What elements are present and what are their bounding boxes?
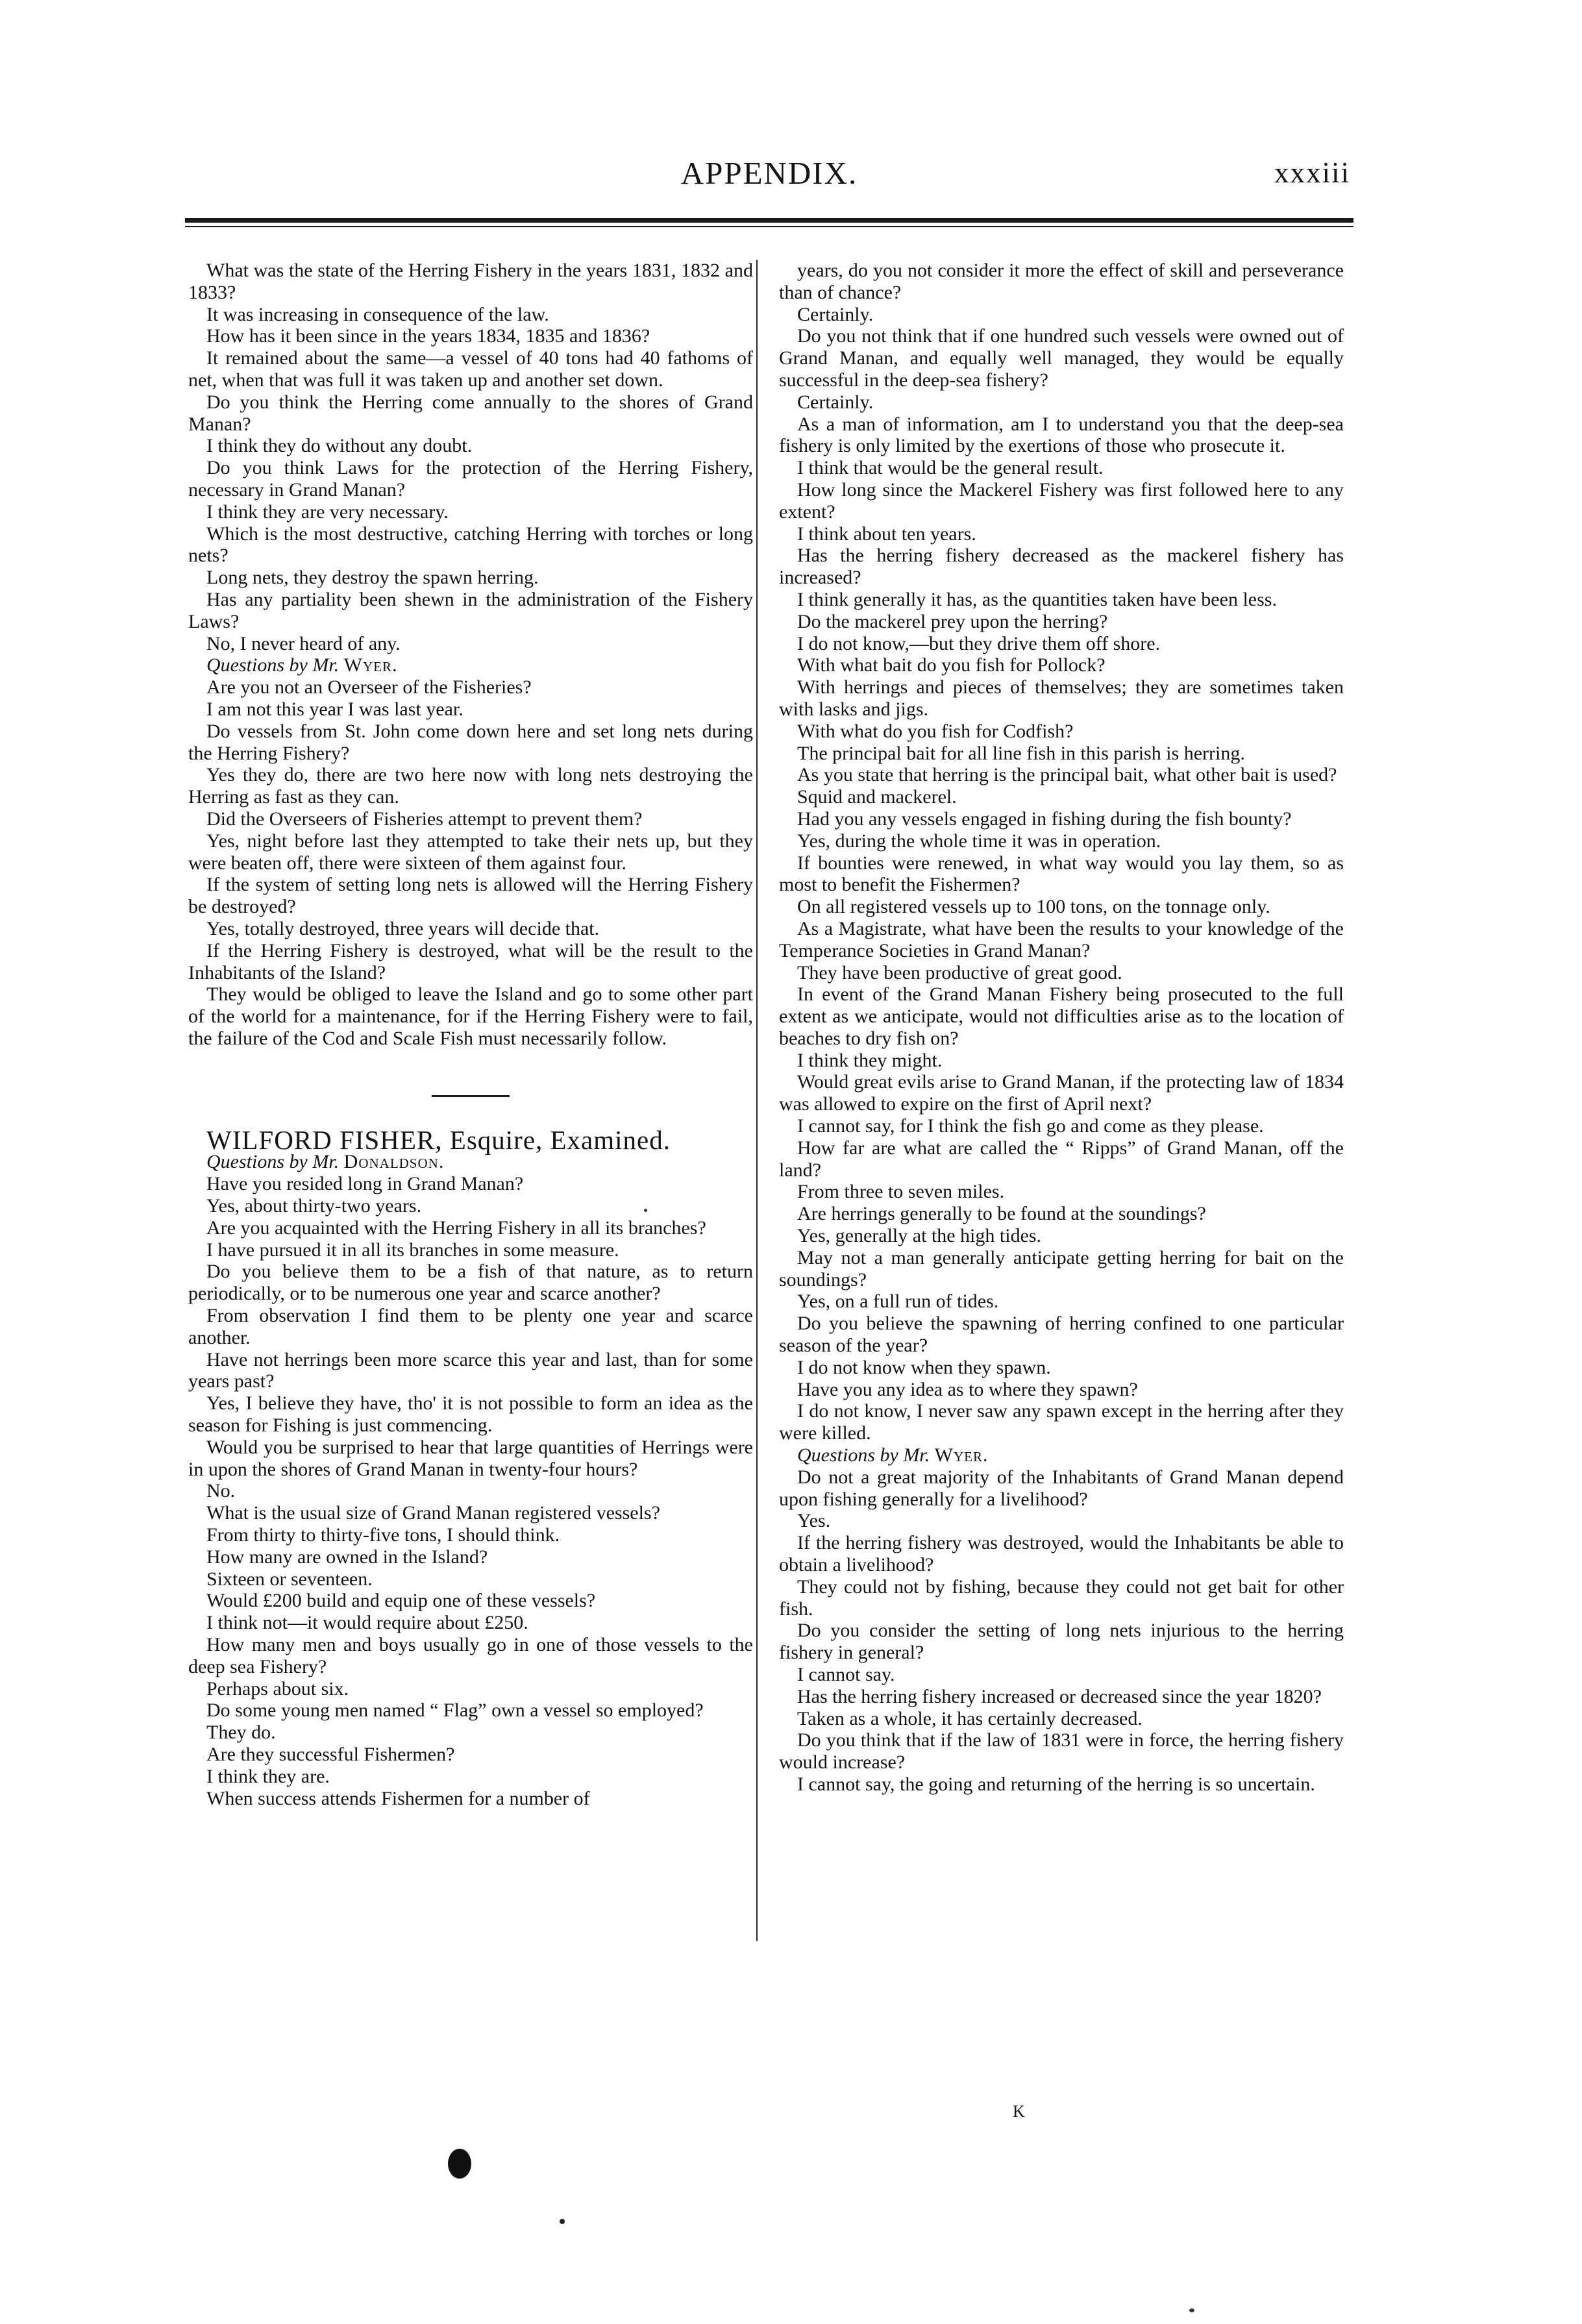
qa-line: Do you consider the setting of long nets injurious to the herring fishery in general? (779, 1620, 1344, 1664)
left-column (188, 260, 753, 1809)
qa-line: As a Magistrate, what have been the results to your knowledge of the Temperance Societies in Grand Manan? (779, 917, 1344, 961)
left-block-1 (188, 260, 753, 654)
qa-line: It remained about the same—a vessel of 40 tons had 40 fathoms of net, when that was full it was taken up and another set down. (188, 347, 753, 391)
qa-line: From thirty to thirty-five tons, I should think. (206, 1524, 560, 1546)
qa-line: Certainly. (797, 303, 874, 325)
qa-line: I think they might. (797, 1049, 943, 1071)
section-separator (432, 1095, 510, 1097)
qa-line: I cannot say. (797, 1664, 895, 1685)
qa-line: What was the state of the Herring Fishery in the years 1831, 1832 and 1833? (188, 260, 753, 303)
qa-line: I cannot say, for I think the fish go and come as they please. (797, 1115, 1264, 1137)
heading-name: Wyer. (934, 1444, 989, 1466)
qa-line: Yes, during the whole time it was in operation. (797, 830, 1161, 852)
qa-line: Have not herrings been more scarce this year and last, than for some years past? (188, 1348, 753, 1392)
qa-line: I think generally it has, as the quantities taken have been less. (797, 588, 1277, 610)
qa-line: On all registered vessels up to 100 tons, on the tonnage only. (797, 896, 1270, 918)
qa-line: Do you not think that if one hundred such vessels were owned out of Grand Manan, and equally well managed, they would be equally successful in the deep-sea fishery? (779, 325, 1344, 391)
qa-line: From observation I find them to be plenty one year and scarce another. (188, 1305, 753, 1348)
qa-line: Perhaps about six. (206, 1677, 349, 1700)
right-column (779, 260, 1344, 1796)
qa-line: Has the herring fishery increased or decreased since the year 1820? (797, 1685, 1322, 1707)
header-rule-thick (185, 218, 1353, 223)
qa-line: As you state that herring is the principal bait, what other bait is used? (797, 764, 1337, 786)
qa-line: With herrings and pieces of themselves; they are sometimes taken with lasks and jigs. (779, 676, 1344, 720)
qa-line: Have you any idea as to where they spawn? (797, 1378, 1138, 1400)
qa-line: If the system of setting long nets is allowed will the Herring Fishery be destroyed? (188, 874, 753, 918)
qa-line: Would you be surprised to hear that large quantities of Herrings were in upon the shores of Grand Manan in twenty-four hours? (188, 1436, 753, 1480)
header-rule-thin (185, 226, 1353, 227)
qa-line: Do vessels from St. John come down here and set long nets during the Herring Fishery? (188, 720, 753, 764)
qa-line: Yes. (797, 1510, 831, 1532)
qa-line: I think they are very necessary. (206, 501, 449, 523)
ink-speck (560, 2219, 565, 2224)
qa-line: I do not know, I never saw any spawn except in the herring after they were killed. (779, 1400, 1344, 1444)
heading-prefix: Questions by Mr. (206, 654, 340, 676)
column-divider (756, 260, 758, 1941)
page-header (188, 155, 1350, 200)
qa-line: Long nets, they destroy the spawn herring. (206, 567, 539, 589)
signature-mark: K (1013, 2102, 1025, 2121)
qa-line: If bounties were renewed, in what way would you lay them, so as most to benefit the Fishermen? (779, 852, 1344, 896)
qa-line: May not a man generally anticipate getting herring for bait on the soundings? (779, 1246, 1344, 1291)
qa-line: Sixteen or seventeen. (206, 1568, 373, 1590)
qa-line: If the herring fishery was destroyed, would the Inhabitants be able to obtain a livelihood? (779, 1532, 1344, 1576)
qa-line: Would £200 build and equip one of these vessels? (206, 1590, 596, 1612)
qa-line: Have you resided long in Grand Manan? (206, 1173, 524, 1195)
qa-line: I think they are. (206, 1765, 330, 1787)
qa-line: Do you think Laws for the protection of the Herring Fishery, necessary in Grand Manan? (188, 457, 753, 501)
qa-line: Which is the most destructive, catching Herring with torches or long nets? (188, 523, 753, 567)
ink-blot (448, 2149, 471, 2179)
qa-line: I am not this year I was last year. (206, 698, 463, 720)
qa-line: Taken as a whole, it has certainly decreased. (797, 1707, 1143, 1729)
left-block-3 (188, 1173, 753, 1809)
qa-line: I think that would be the general result. (797, 457, 1104, 479)
heading-prefix: Questions by Mr. (206, 1151, 340, 1173)
qa-line: How far are what are called the “ Ripps” of Grand Manan, off the land? (779, 1137, 1344, 1181)
qa-line: Are you not an Overseer of the Fisheries? (206, 676, 532, 698)
qa-line: Has the herring fishery decreased as the mackerel fishery has increased? (779, 545, 1344, 589)
qa-line: They could not by fishing, because they could not get bait for other fish. (779, 1576, 1344, 1620)
qa-line: Yes, generally at the high tides. (797, 1225, 1042, 1247)
qa-line: Did the Overseers of Fisheries attempt to prevent them? (206, 808, 643, 830)
qa-line: Yes, night before last they attempted to take their nets up, but they were beaten off, there were sixteen of them against four. (188, 830, 753, 874)
qa-line: Do you think the Herring come annually to the shores of Grand Manan? (188, 391, 753, 435)
heading-name: Donaldson. (343, 1151, 445, 1173)
qa-line: How many men and boys usually go in one of those vessels to the deep sea Fishery? (188, 1634, 753, 1677)
section-heading-wyer-right (779, 1444, 1344, 1466)
qa-line: When success attends Fishermen for a number of (206, 1787, 590, 1809)
qa-line: I think not—it would require about £250. (206, 1612, 528, 1634)
page-number: xxxiii (1274, 156, 1350, 189)
qa-line: Do some young men named “ Flag” own a vessel so employed? (206, 1700, 704, 1722)
ink-speck (1189, 2308, 1194, 2312)
qa-line: Had you any vessels engaged in fishing during the fish bounty? (797, 808, 1292, 830)
qa-line: How long since the Mackerel Fishery was first followed here to any extent? (779, 478, 1344, 523)
qa-line: They do. (206, 1722, 276, 1744)
section-heading-wyer (188, 654, 753, 676)
qa-line: Would great evils arise to Grand Manan, if the protecting law of 1834 was allowed to expire on the first of April next? (779, 1071, 1344, 1115)
qa-line: Do not a great majority of the Inhabitants of Grand Manan depend upon fishing generally for a livelihood? (779, 1466, 1344, 1510)
heading-prefix: Questions by Mr. (797, 1444, 930, 1466)
qa-line: Do you believe them to be a fish of that nature, as to return periodically, or to be numerous one year and scarce another? (188, 1261, 753, 1305)
qa-line: The principal bait for all line fish in this parish is herring. (797, 742, 1245, 764)
ink-speck (644, 1209, 647, 1212)
qa-line: I do not know when they spawn. (797, 1356, 1051, 1378)
qa-line: I think they do without any doubt. (206, 435, 473, 457)
qa-line: Are they successful Fishermen? (206, 1744, 455, 1765)
qa-line: In event of the Grand Manan Fishery being prosecuted to the full extent as we anticipate, would not difficulties arise as to the location of beaches to dry fish on? (779, 983, 1344, 1049)
qa-line: With what bait do you fish for Pollock? (797, 654, 1106, 676)
qa-line: What is the usual size of Grand Manan registered vessels? (206, 1502, 660, 1524)
qa-line: If the Herring Fishery is destroyed, what will be the result to the Inhabitants of the Island? (188, 939, 753, 983)
right-block-1 (779, 260, 1344, 1444)
qa-line: No. (206, 1480, 236, 1502)
qa-line: I think about ten years. (797, 523, 976, 545)
qa-line: Yes, I believe they have, tho' it is not possible to form an idea as the season for Fishing is just commencing. (188, 1392, 753, 1437)
qa-line: Do you think that if the law of 1831 were in force, the herring fishery would increase? (779, 1729, 1344, 1774)
qa-line: Yes, about thirty-two years. (206, 1195, 422, 1217)
qa-line: With what do you fish for Codfish? (797, 720, 1074, 742)
qa-line: Do the mackerel prey upon the herring? (797, 610, 1108, 632)
qa-line: It was increasing in consequence of the law. (206, 303, 549, 325)
heading-name: Wyer. (343, 654, 398, 676)
qa-line: As a man of information, am I to understand you that the deep-sea fishery is only limited by the exertions of those who prosecute it. (779, 413, 1344, 457)
qa-line: Squid and mackerel. (797, 786, 957, 808)
left-block-2 (188, 676, 753, 1050)
qa-line: From three to seven miles. (797, 1181, 1005, 1203)
qa-line: Yes, totally destroyed, three years will decide that. (206, 917, 600, 939)
qa-line: No, I never heard of any. (206, 632, 401, 654)
qa-line: I have pursued it in all its branches in some measure. (206, 1239, 619, 1261)
qa-line: years, do you not consider it more the effect of skill and perseverance than of chance? (779, 260, 1344, 303)
qa-line: How has it been since in the years 1834, 1835 and 1836? (206, 325, 650, 347)
qa-line: I cannot say, the going and returning of the herring is so uncertain. (797, 1773, 1315, 1795)
qa-line: Certainly. (797, 391, 874, 413)
page-title: APPENDIX. (680, 155, 858, 191)
qa-line: Are you acquainted with the Herring Fishery in all its branches? (206, 1217, 706, 1239)
qa-line: Yes they do, there are two here now with long nets destroying the Herring as fast as they can. (188, 764, 753, 808)
qa-line: I do not know,—but they drive them off shore. (797, 632, 1161, 654)
qa-line: How many are owned in the Island? (206, 1546, 488, 1568)
qa-line: They have been productive of great good. (797, 961, 1122, 983)
qa-line: Are herrings generally to be found at the soundings? (797, 1203, 1206, 1225)
qa-line: Has any partiality been shewn in the administration of the Fishery Laws? (188, 588, 753, 632)
qa-line: Yes, on a full run of tides. (797, 1291, 999, 1313)
qa-line: Do you believe the spawning of herring confined to one particular season of the year? (779, 1313, 1344, 1357)
right-block-2 (779, 1466, 1344, 1796)
witness-title: WILFORD FISHER, Esquire, Examined. (206, 1124, 671, 1155)
qa-line: They would be obliged to leave the Island and go to some other part of the world for a maintenance, for if the Herring Fishery were to fail, the failure of the Cod and Scale Fish must necessarily follow. (188, 983, 753, 1049)
